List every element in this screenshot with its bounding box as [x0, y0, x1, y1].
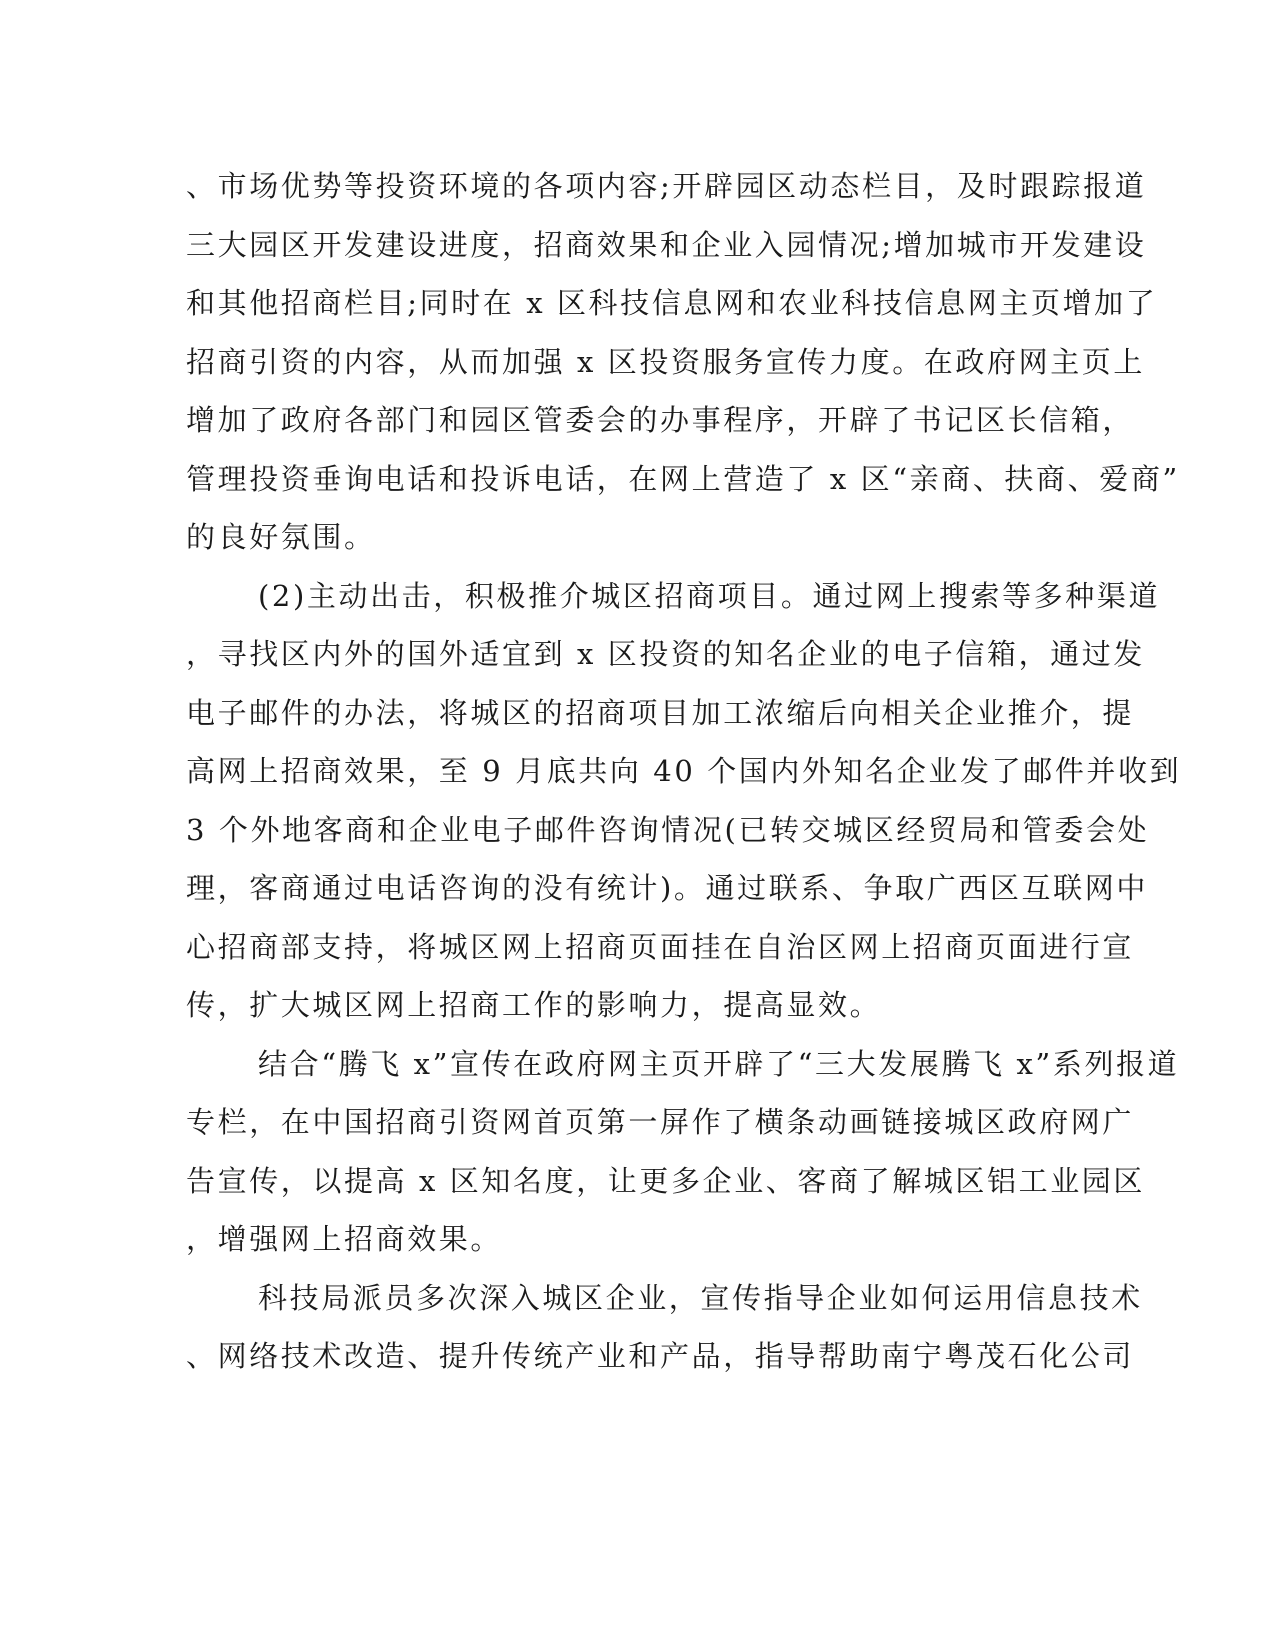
text-line: 管理投资垂询电话和投诉电话，在网上营造了 x 区“亲商、扶商、爱商” — [186, 461, 1180, 496]
text-line: 心招商部支持，将城区网上招商页面挂在自治区网上招商页面进行宣 — [186, 929, 1135, 964]
text-line: 电子邮件的办法，将城区的招商项目加工浓缩后向相关企业推介，提 — [186, 695, 1135, 730]
paragraph-first-line: 科技局派员多次深入城区企业，宣传指导企业如何运用信息技术 — [258, 1280, 1143, 1315]
text-line: 的良好氛围。 — [186, 520, 376, 554]
text-line: 高网上招商效果，至 9 月底共向 40 个国内外知名企业发了邮件并收到 — [186, 754, 1182, 788]
paragraph-first-line: (2)主动出击，积极推介城区招商项目。通过网上搜索等多种渠道 — [258, 578, 1161, 613]
text-line: 招商引资的内容，从而加强 x 区投资服务宣传力度。在政府网主页上 — [186, 344, 1145, 379]
text-line: 三大园区开发建设进度，招商效果和企业入园情况;增加城市开发建设 — [186, 227, 1147, 262]
text-line: 传，扩大城区网上招商工作的影响力，提高显效。 — [186, 988, 882, 1022]
text-line: 专栏，在中国招商引资网首页第一屏作了横条动画链接城区政府网广 — [186, 1105, 1135, 1139]
text-line: 3 个外地客商和企业电子邮件咨询情况(已转交城区经贸局和管委会处 — [186, 812, 1150, 847]
document-body — [186, 157, 1182, 1386]
text-line: 和其他招商栏目;同时在 x 区科技信息网和农业科技信息网主页增加了 — [186, 286, 1158, 320]
text-line: 、网络技术改造、提升传统产业和产品，指导帮助南宁粤茂石化公司 — [186, 1339, 1135, 1373]
text-line: ，寻找区内外的国外适宜到 x 区投资的知名企业的电子信箱，通过发 — [186, 637, 1145, 671]
text-line: 、市场优势等投资环境的各项内容;开辟园区动态栏目，及时跟踪报道 — [186, 169, 1147, 203]
paragraph-first-line: 结合“腾飞 x”宣传在政府网主页开辟了“三大发展腾飞 x”系列报道 — [258, 1046, 1180, 1081]
text-line: ，增强网上招商效果。 — [186, 1222, 503, 1256]
text-line: 理，客商通过电话咨询的没有统计)。通过联系、争取广西区互联网中 — [186, 871, 1148, 905]
text-line: 告宣传，以提高 x 区知名度，让更多企业、客商了解城区铝工业园区 — [186, 1163, 1145, 1198]
text-line: 增加了政府各部门和园区管委会的办事程序，开辟了书记区长信箱， — [186, 403, 1135, 437]
